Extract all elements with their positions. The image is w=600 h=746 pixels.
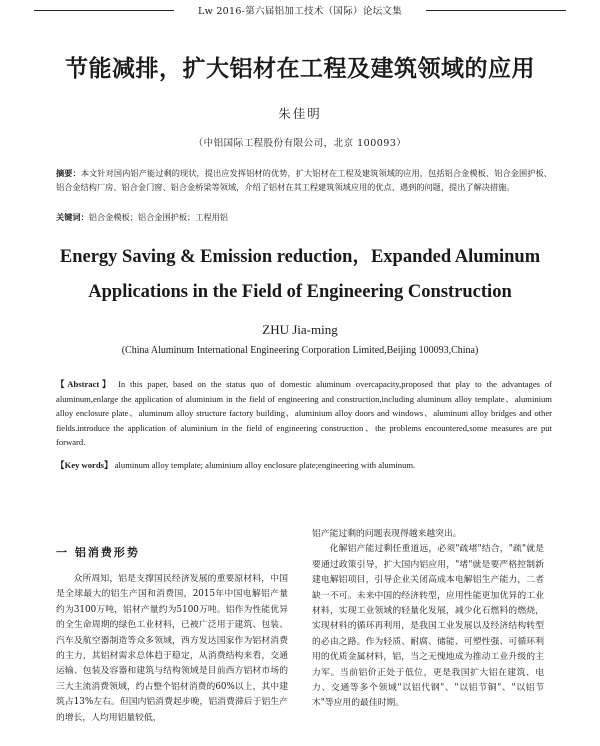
abstract-chinese-label: 摘要： (56, 168, 81, 178)
right-column-paragraph-2: 化解铝产能过剩任重道远，必须"疏堵"结合，"疏"就是要通过政策引导，扩大国内铝应用，"堵"就是要严格控制新建电解铝项目，引导企业关闭高成本电解铝生产能力，二者缺一不可。未来中国的经济转型，应用性能更加优异的工业材料，实现工业领域的轻量化发展，减少化石燃料的燃烧，实现材料的循环再利用，是我国工业发展以及经济结构转型的必由之路。作为轻质、耐腐、储能、可塑性强、可循环利用的优质金属材料，铝，当之无愧地成为推动工业升级的主力军。当前铝价正处于低位，更是我国扩大铝在建筑、电力、交通等多个领域"以铝代钢"、"以铝节铜"、"以铝节木"等应用的最佳时期。 (312, 544, 544, 709)
section-heading-1: 一 铝消费形势 (56, 546, 140, 559)
right-column (312, 527, 544, 712)
running-header-text: Lw 2016-第六届铝加工技术（国际）论坛文集 (192, 6, 408, 17)
title-english-line2: Applications in the Field of Engineering Construction (88, 282, 512, 302)
keywords-english (56, 458, 552, 472)
keywords-chinese (56, 210, 552, 224)
abstract-english (56, 377, 552, 450)
abstract-chinese-text: 本文针对国内铝产能过剩的现状，提出应发挥铝材的优势，扩大铝材在工程及建筑领域的应用，包括铝合金模板、铝合金围护板、铝合金结构厂房、铝合金门窗、铝合金桥梁等领域，介绍了铝材在其工程建筑领域应用的优点、遇到的问题，提出了解决措施。 (56, 168, 552, 192)
affiliation-english: (China Aluminum International Engineering Corporation Limited,Beijing 100093,China) (121, 345, 479, 356)
keywords-chinese-text: 铝合金模板；铝合金围护板；工程用铝 (88, 212, 228, 222)
right-column-paragraph-1: 铝产能过剩的问题表现得越来越突出。 (312, 529, 462, 539)
title-english (30, 240, 570, 310)
left-column-paragraph: 众所周知，铝是支撑国民经济发展的重要原材料，中国是全球最大的铝生产国和消费国，2015年中国电解铝产量约为3100万吨，铝材产量约为5100万吨。铝作为性能优异的全生命周期的绿色工业材料，已被广泛用于建筑、包装、汽车及航空器制造等众多领域，西方发达国家作为铝材消费的主力，其铝材需求总体趋于稳定，从消费结构来看，交通运输、包装及容器和建筑与结构领域是目前西方铝材市场的三大主流消费领域，约占整个铝材消费的60%以上，其中建筑占13%左右。但国内铝消费起步晚，铝消费滞后于铝生产的增长，人均用铝量较低， (56, 574, 288, 723)
author-english: ZHU Jia-ming (262, 322, 338, 337)
keywords-english-label: 【Key words】 (56, 460, 113, 470)
keywords-english-text: aluminum alloy template; aluminium alloy enclosure plate;engineering with aluminum. (112, 460, 416, 470)
affiliation-chinese: （中铝国际工程股份有限公司，北京 100093） (193, 138, 407, 149)
title-english-line1: Energy Saving & Emission reduction，Expanded Aluminum (59, 247, 541, 267)
running-header (0, 3, 600, 17)
abstract-english-label: 【Abstract】 (56, 379, 114, 389)
abstract-chinese (56, 166, 552, 194)
title-chinese: 节能减排，扩大铝材在工程及建筑领域的应用 (65, 56, 535, 82)
abstract-english-text: In this paper, based on the status quo of domestic aluminum overcapacity,proposed that play to the advantages of aluminum,enlarge the application of aluminium in the field of engineering and construction,including aluminum alloy template、aluminium alloy enclosure plate、aluminum alloy structure factory building、aluminium alloy doors and windows、aluminum alloy bridges and other fields.introduce the application of aluminium in the field of engineering construction、the problems encountered,some measures are put forward. (56, 379, 552, 447)
author-chinese: 朱佳明 (278, 106, 322, 121)
left-column (56, 572, 288, 726)
keywords-chinese-label: 关键词： (56, 212, 89, 222)
